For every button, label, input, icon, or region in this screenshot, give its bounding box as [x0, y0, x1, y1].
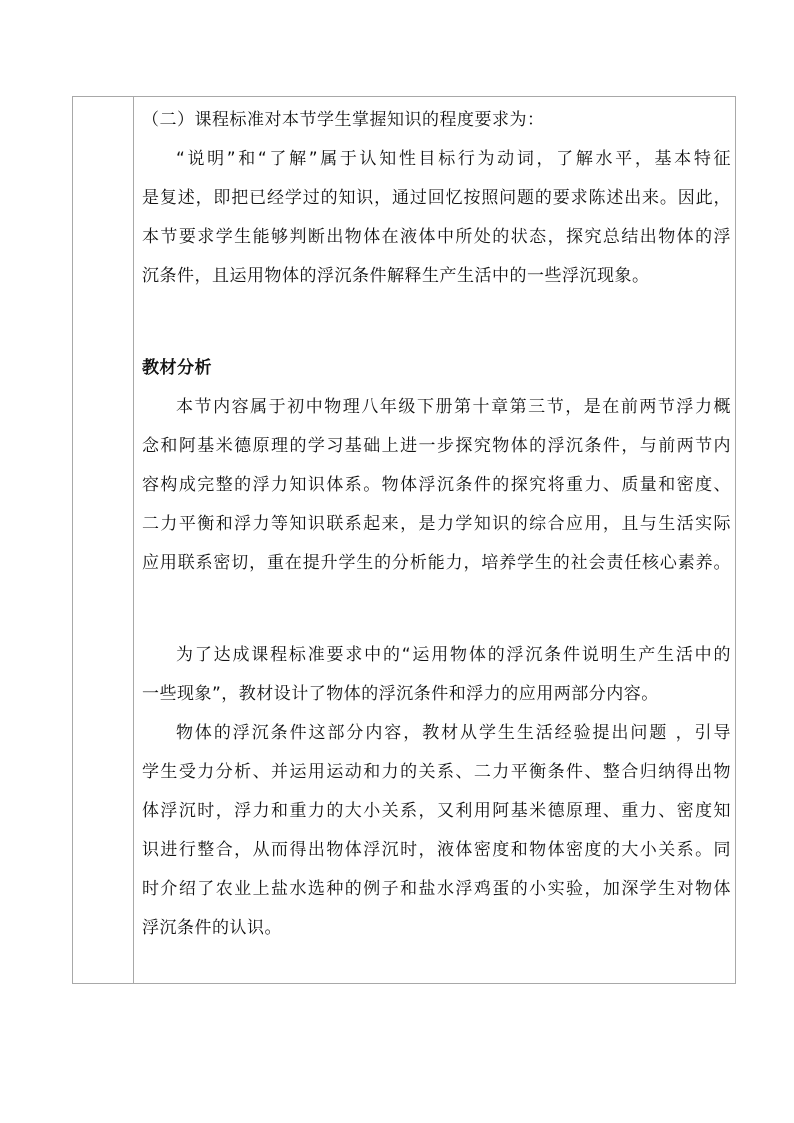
paragraph-line: 本节要求学生能够判断出物体在液体中所处的状态，探究总结出物体的浮 — [142, 227, 731, 247]
section-heading: 教材分析 — [142, 358, 212, 378]
paragraph-line: 一些现象”，教材设计了物体的浮沉条件和浮力的应用两部分内容。 — [142, 684, 659, 704]
paragraph-line: 应用联系密切，重在提升学生的分析能力，培养学生的社会责任核心素养。 — [142, 553, 731, 573]
paragraph-line: 沉条件，且运用物体的浮沉条件解释生产生活中的一些浮沉现象。 — [142, 266, 650, 286]
spacer — [142, 335, 731, 349]
paragraph-line: 为了达成课程标准要求中的“运用物体的浮沉条件说明生产生活中的 — [176, 645, 731, 665]
paragraph-line: “说明”和“了解”属于认知性目标行为动词，了解水平，基本特征 — [176, 149, 731, 169]
paragraph-line: 学生受力分析、并运用运动和力的关系、二力平衡条件、整合归纳得出物 — [142, 762, 731, 782]
paragraph-line: 浮沉条件的认识。 — [142, 918, 282, 938]
spacer — [142, 622, 731, 636]
paragraph-line: 是复述，即把已经学过的知识，通过回忆按照问题的要求陈述出来。因此， — [142, 188, 731, 208]
paragraph-line: 本节内容属于初中物理八年级下册第十章第三节，是在前两节浮力概 — [176, 397, 731, 417]
paragraph-line: 二力平衡和浮力等知识联系起来，是力学知识的综合应用，且与生活实际 — [142, 514, 731, 534]
paragraph-line: 识进行整合，从而得出物体浮沉时，液体密度和物体密度的大小关系。同 — [142, 840, 731, 860]
spacer — [142, 583, 731, 622]
table-left-column — [73, 97, 134, 983]
paragraph-line: 容构成完整的浮力知识体系。物体浮沉条件的探究将重力、质量和密度、 — [142, 475, 731, 495]
paragraph-line: 念和阿基米德原理的学习基础上进一步探究物体的浮沉条件，与前两节内 — [142, 436, 731, 456]
spacer — [142, 296, 731, 335]
section-title: （二）课程标准对本节学生掌握知识的程度要求为： — [142, 110, 545, 130]
paragraph-line: 体浮沉时，浮力和重力的大小关系，又利用阿基米德原理、重力、密度知 — [142, 801, 731, 821]
table-content-cell — [134, 97, 735, 983]
paragraph-line: 时介绍了农业上盐水选种的例子和盐水浮鸡蛋的小实验，加深学生对物体 — [142, 879, 731, 899]
paragraph-line: 物体的浮沉条件这部分内容，教材从学生生活经验提出问题 ，引导 — [176, 723, 731, 743]
document-table — [72, 96, 736, 984]
